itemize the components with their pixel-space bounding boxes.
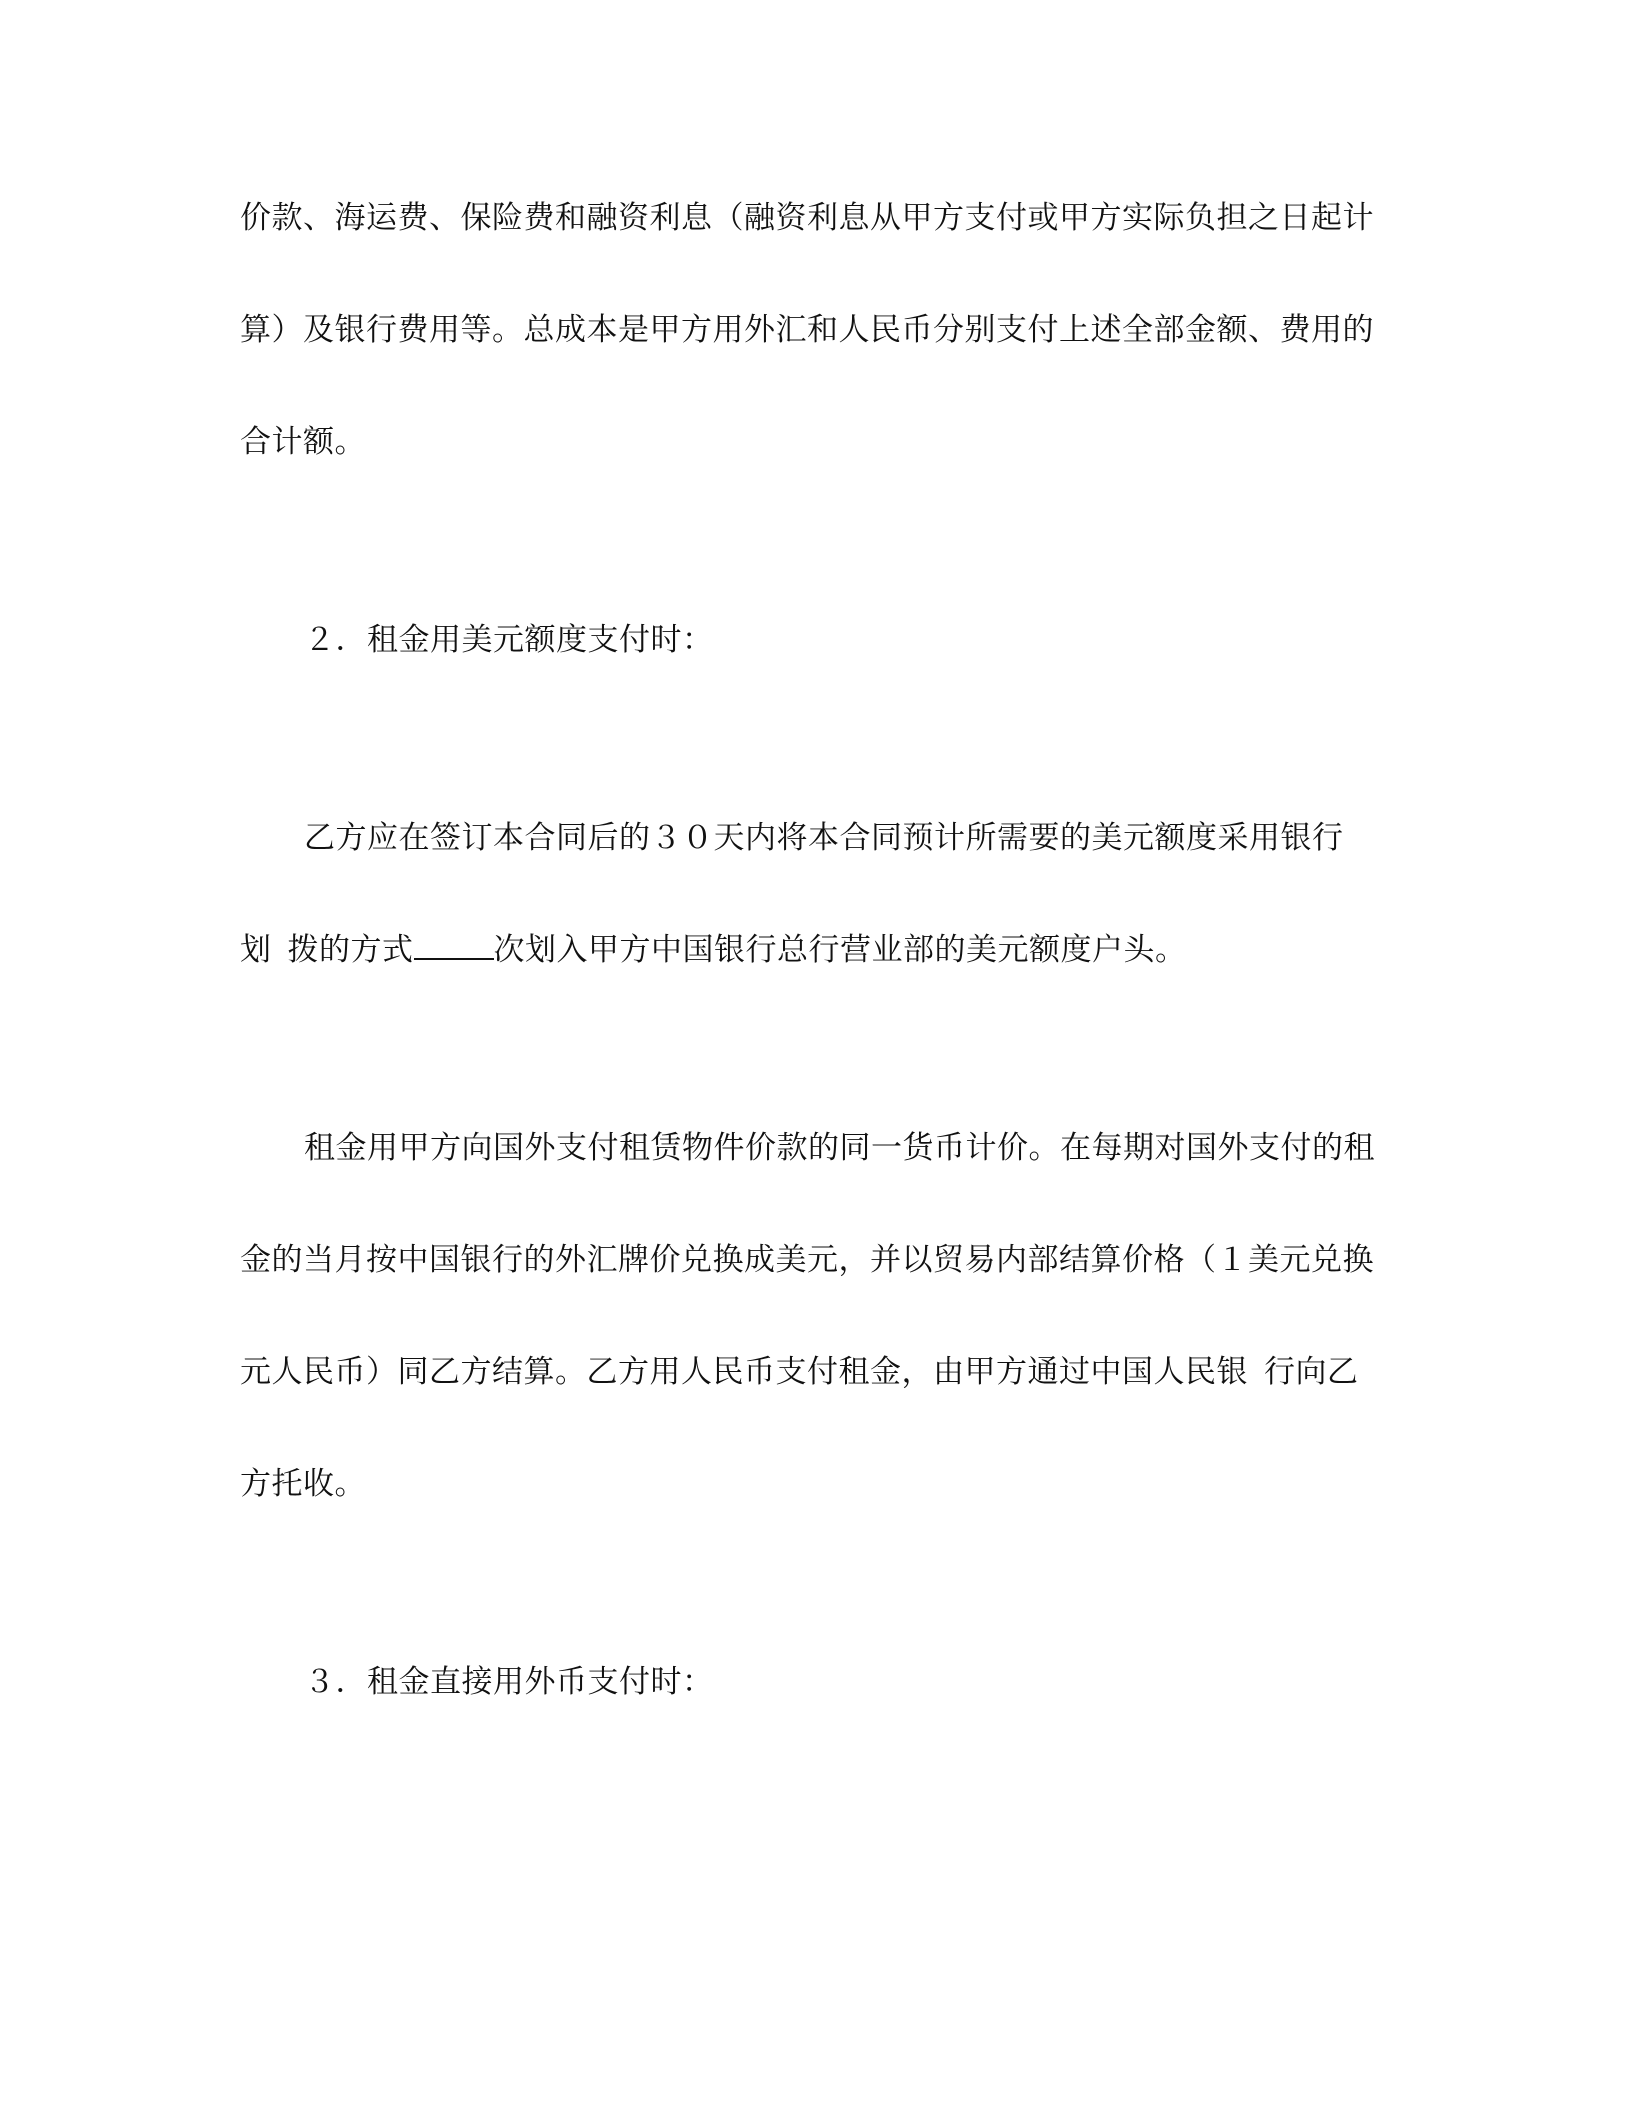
paragraph-3-line-3 bbox=[240, 1352, 1359, 1392]
paragraph-3-line-1: 租金用甲方向国外支付租赁物件价款的同一货币计价。在每期对国外支付的租 bbox=[304, 1130, 1375, 1166]
paragraph-2-line-1: 乙方应在签订本合同后的３０天内将本合同预计所需要的美元额度采用银行 bbox=[304, 820, 1344, 856]
paragraph-2-line-2 bbox=[240, 930, 1187, 970]
paragraph-1-line-1: 价款、海运费、保险费和融资利息（融资利息从甲方支付或甲方实际负担之日起计 bbox=[240, 200, 1374, 236]
paragraph-3-line-3-part-b: 行向乙 bbox=[1264, 1354, 1359, 1390]
section-heading-2: ２．租金用美元额度支付时： bbox=[304, 622, 714, 658]
paragraph-1-line-2: 算）及银行费用等。总成本是甲方用外汇和人民币分别支付上述全部金额、费用的 bbox=[240, 312, 1374, 348]
section-heading-3: ３．租金直接用外币支付时： bbox=[304, 1664, 714, 1700]
paragraph-3-line-3-part-a: 元人民币）同乙方结算。乙方用人民币支付租金，由甲方通过中国人民银 bbox=[240, 1354, 1248, 1390]
paragraph-2-line-2-part-c: 次划入甲方中国银行总行营业部的美元额度户头。 bbox=[493, 932, 1187, 968]
paragraph-1-line-3: 合计额。 bbox=[240, 424, 366, 460]
paragraph-3-line-4: 方托收。 bbox=[240, 1466, 366, 1502]
paragraph-3-line-2: 金的当月按中国银行的外汇牌价兑换成美元，并以贸易内部结算价格（１美元兑换 bbox=[240, 1242, 1374, 1278]
fill-in-blank bbox=[414, 930, 494, 960]
paragraph-2-line-2-part-a: 划 bbox=[240, 932, 272, 968]
paragraph-2-line-2-part-b: 拨的方式 bbox=[287, 932, 414, 968]
